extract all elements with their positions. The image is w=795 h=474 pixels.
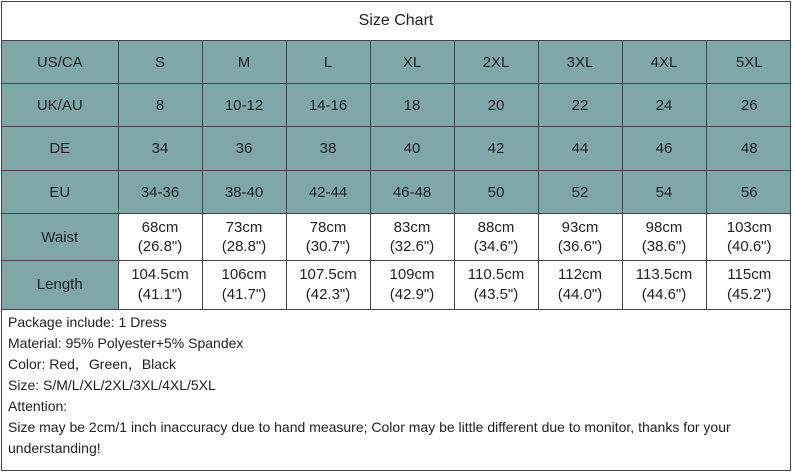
table-cell (286, 171, 370, 214)
package-note: Package include: 1 Dress (8, 314, 167, 330)
cell-value: 110.5cm (467, 266, 525, 283)
table-cell (454, 84, 538, 127)
cell-value: 83cm (393, 219, 431, 236)
row-label: US/CA (2, 41, 118, 84)
table-cell (286, 214, 370, 261)
table-cell (118, 41, 202, 84)
cell-value: 52 (571, 183, 589, 201)
table-cell (622, 261, 706, 310)
cell-inch-value: (45.2") (726, 286, 772, 303)
cell-inch-value: (44.6") (641, 286, 687, 303)
cell-value: 24 (655, 96, 673, 114)
table-cell (118, 214, 202, 261)
cell-value: 42 (487, 140, 505, 157)
table-cell (706, 84, 791, 127)
cell-value: 115cm (727, 266, 772, 283)
row-label: EU (2, 171, 118, 214)
cell-value: 88cm (477, 219, 515, 236)
table-cell (118, 84, 202, 127)
cell-value: 18 (403, 96, 421, 114)
cell-value: 14-16 (308, 96, 348, 114)
cell-value: M (237, 53, 251, 71)
cell-value: 4XL (650, 53, 678, 71)
table-cell (202, 41, 286, 84)
cell-value: 5XL (735, 53, 763, 71)
row-label: Length (2, 261, 118, 310)
table-cell (538, 214, 622, 261)
cell-value: 46-48 (392, 183, 432, 201)
table-cell (370, 41, 454, 84)
table-cell (202, 84, 286, 127)
cell-inch-value: (44.0") (557, 286, 603, 303)
table-row (2, 41, 791, 84)
table-cell (538, 171, 622, 214)
cell-value: 46 (655, 140, 673, 157)
table-cell (370, 171, 454, 214)
table-row (2, 261, 791, 310)
row-label: Waist (2, 214, 118, 261)
cell-inch-value: (40.6") (726, 238, 772, 255)
table-cell (706, 127, 791, 171)
cell-value: 107.5cm (299, 266, 357, 283)
table-cell (370, 261, 454, 310)
cell-value: XL (402, 53, 422, 71)
table-cell (622, 84, 706, 127)
cell-inch-value: (32.6") (389, 238, 435, 255)
cell-value: 40 (403, 140, 421, 157)
table-cell (370, 84, 454, 127)
table-cell (706, 171, 791, 214)
product-notes (2, 310, 790, 459)
cell-inch-value: (26.8") (137, 238, 183, 255)
cell-inch-value: (36.6") (557, 238, 603, 255)
table-row (2, 84, 791, 127)
table-cell (538, 261, 622, 310)
cell-inch-value: (41.7") (221, 286, 267, 303)
cell-value: 56 (740, 183, 758, 201)
cell-value: 34 (151, 140, 169, 157)
cell-inch-value: (42.3") (305, 286, 351, 303)
material-note: Material: 95% Polyester+5% Spandex (8, 335, 244, 351)
size-table (2, 41, 791, 310)
cell-inch-value: (28.8") (221, 238, 267, 255)
table-row (2, 214, 791, 261)
row-label: UK/AU (2, 84, 118, 127)
attention-label: Attention: (8, 398, 68, 414)
table-cell (370, 214, 454, 261)
size-chart (1, 1, 791, 471)
table-cell (454, 127, 538, 171)
cell-inch-value: (41.1") (137, 286, 183, 303)
cell-value: 54 (655, 183, 673, 201)
table-cell (454, 171, 538, 214)
table-cell (118, 127, 202, 171)
table-cell (538, 127, 622, 171)
table-cell (118, 261, 202, 310)
cell-inch-value: (30.7") (305, 238, 351, 255)
cell-inch-value: (43.5") (473, 286, 519, 303)
cell-value: 113.5cm (635, 266, 693, 283)
cell-value: 78cm (309, 219, 347, 236)
cell-value: 68cm (141, 219, 179, 236)
cell-inch-value: (38.6") (641, 238, 687, 255)
chart-title: Size Chart (2, 2, 790, 41)
cell-value: L (323, 53, 333, 71)
color-note: Color: Red，Green，Black (8, 356, 177, 372)
cell-value: 112cm (558, 266, 602, 283)
size-note: Size: S/M/L/XL/2XL/3XL/4XL/5XL (8, 377, 216, 393)
table-cell (538, 84, 622, 127)
cell-value: 109cm (389, 266, 435, 283)
cell-value: 106cm (221, 266, 267, 283)
cell-inch-value: (42.9") (389, 286, 435, 303)
cell-value: 8 (155, 96, 165, 114)
table-cell (622, 41, 706, 84)
table-cell (622, 171, 706, 214)
table-cell (118, 171, 202, 214)
table-cell (202, 261, 286, 310)
table-cell (706, 41, 791, 84)
cell-value: 2XL (482, 53, 510, 71)
cell-value: 38-40 (224, 183, 264, 201)
cell-value: 50 (487, 183, 505, 201)
table-cell (286, 41, 370, 84)
cell-value: 48 (740, 140, 758, 157)
table-cell (370, 127, 454, 171)
table-cell (202, 127, 286, 171)
cell-value: 104.5cm (131, 266, 189, 283)
cell-value: 93cm (561, 219, 599, 236)
cell-value: S (154, 53, 165, 71)
cell-value: 26 (740, 96, 758, 114)
cell-value: 73cm (225, 219, 263, 236)
cell-value: 22 (571, 96, 589, 114)
table-cell (286, 261, 370, 310)
cell-value: 3XL (566, 53, 594, 71)
table-cell (454, 261, 538, 310)
cell-value: 42-44 (308, 183, 348, 201)
table-row (2, 127, 791, 171)
table-cell (622, 127, 706, 171)
table-cell (454, 214, 538, 261)
disclaimer-note: Size may be 2cm/1 inch inaccuracy due to hand measure; Color may be little different due to monitor, thanks for your understanding! (8, 419, 731, 456)
table-row (2, 171, 791, 214)
row-label: DE (2, 127, 118, 171)
cell-value: 36 (235, 140, 253, 157)
table-cell (622, 214, 706, 261)
cell-value: 103cm (726, 219, 772, 236)
table-cell (202, 214, 286, 261)
cell-value: 20 (487, 96, 505, 114)
table-cell (454, 41, 538, 84)
table-cell (202, 171, 286, 214)
table-cell (286, 127, 370, 171)
table-cell (286, 84, 370, 127)
cell-value: 34-36 (140, 183, 180, 201)
table-cell (706, 261, 791, 310)
cell-value: 44 (571, 140, 589, 157)
cell-value: 98cm (645, 219, 683, 236)
table-cell (706, 214, 791, 261)
cell-value: 10-12 (224, 96, 264, 114)
table-cell (538, 41, 622, 84)
cell-inch-value: (34.6") (473, 238, 519, 255)
cell-value: 38 (319, 140, 337, 157)
